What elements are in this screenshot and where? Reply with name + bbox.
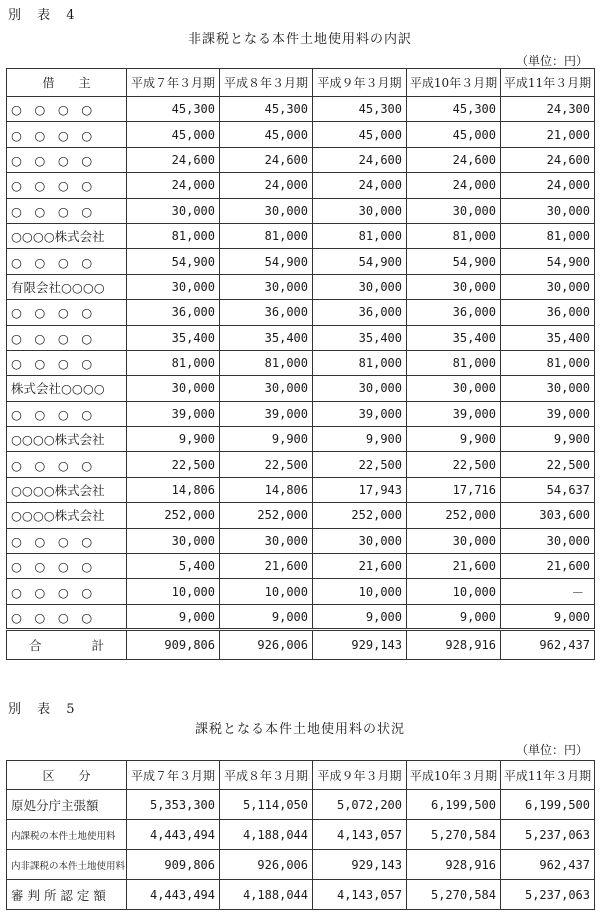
amount-cell: 30,000 [127,198,220,223]
amount-cell: 81,000 [501,223,595,248]
amount-cell: 54,900 [313,249,407,274]
amount-cell: 4,443,494 [127,820,220,850]
row-label: ○ ○ ○ ○ [7,554,127,579]
amount-cell: 10,000 [407,579,501,604]
table-row [7,503,595,528]
table-row [7,173,595,198]
amount-cell: 39,000 [220,401,313,426]
amount-cell: 21,600 [220,554,313,579]
column-header: 平成11年３月期 [501,69,595,97]
amount-cell: 30,000 [220,274,313,299]
amount-cell: 81,000 [407,350,501,375]
amount-cell: 36,000 [501,300,595,325]
total-amount: 909,806 [127,630,220,660]
amount-cell: 45,000 [313,122,407,147]
table-row [7,376,595,401]
amount-cell: 22,500 [501,452,595,477]
amount-cell: 9,900 [313,427,407,452]
row-label: ○ ○ ○ ○ [7,97,127,122]
amount-cell: 81,000 [501,350,595,375]
row-label: ○○○○株式会社 [7,427,127,452]
column-header: 平成10年３月期 [407,761,501,790]
amount-cell: 14,806 [127,477,220,502]
amount-cell: 22,500 [127,452,220,477]
appendix5-title: 課税となる本件土地使用料の状況 [194,722,405,737]
amount-cell: 30,000 [313,198,407,223]
table-row [7,427,595,452]
amount-cell: 22,500 [407,452,501,477]
amount-cell: 5,270,584 [407,880,501,910]
amount-cell: 30,000 [407,198,501,223]
amount-cell: 17,943 [313,477,407,502]
table-row [7,223,595,248]
table-row [7,554,595,579]
amount-cell: 4,143,057 [313,820,407,850]
table-row [7,249,595,274]
column-header: 借 主 [7,69,127,97]
row-label: 審 判 所 認 定 額 [7,880,127,910]
table-row [7,880,595,910]
amount-cell: 54,900 [220,249,313,274]
amount-cell: 962,437 [501,850,595,880]
row-label: ○○○○株式会社 [7,503,127,528]
amount-cell: 30,000 [313,376,407,401]
total-amount: 926,006 [220,630,313,660]
amount-cell: 81,000 [407,223,501,248]
amount-cell: 928,916 [407,850,501,880]
amount-cell: 30,000 [220,376,313,401]
amount-cell: 5,072,200 [313,790,407,820]
amount-cell: 10,000 [127,579,220,604]
row-label: ○ ○ ○ ○ [7,122,127,147]
row-label: ○ ○ ○ ○ [7,173,127,198]
amount-cell: 24,000 [501,173,595,198]
amount-cell: 54,900 [127,249,220,274]
appendix5-table [6,760,595,910]
total-amount: 962,437 [501,630,595,660]
amount-cell: 21,000 [501,122,595,147]
amount-cell: 45,000 [127,122,220,147]
amount-cell: 39,000 [127,401,220,426]
row-label: ○ ○ ○ ○ [7,198,127,223]
amount-cell: 24,600 [501,147,595,172]
amount-cell: 9,000 [127,604,220,629]
amount-cell: 30,000 [407,528,501,553]
amount-cell: 4,143,057 [313,880,407,910]
total-row [7,630,595,660]
total-amount: 929,143 [313,630,407,660]
amount-cell: 30,000 [501,274,595,299]
amount-cell: 929,143 [313,850,407,880]
total-label: 合 計 [7,630,127,660]
amount-cell: 81,000 [127,223,220,248]
amount-cell: 30,000 [407,274,501,299]
amount-cell: 22,500 [313,452,407,477]
amount-cell: 9,000 [501,604,595,629]
amount-cell: 24,600 [313,147,407,172]
amount-cell: 9,900 [220,427,313,452]
amount-cell: 39,000 [501,401,595,426]
row-label: ○ ○ ○ ○ [7,604,127,629]
amount-cell: 252,000 [407,503,501,528]
amount-cell: 30,000 [220,198,313,223]
row-label: ○ ○ ○ ○ [7,300,127,325]
amount-cell: 81,000 [220,223,313,248]
amount-cell: 5,353,300 [127,790,220,820]
amount-cell: 81,000 [313,223,407,248]
table-row [7,122,595,147]
amount-cell: 36,000 [407,300,501,325]
row-label: 有限会社○○○○ [7,274,127,299]
amount-cell: 24,600 [220,147,313,172]
amount-cell: 6,199,500 [501,790,595,820]
table-row [7,790,595,820]
amount-cell: 9,900 [407,427,501,452]
total-amount: 928,916 [407,630,501,660]
amount-cell: 21,600 [407,554,501,579]
amount-cell: 9,900 [127,427,220,452]
table-row [7,452,595,477]
amount-cell: 4,188,044 [220,820,313,850]
amount-cell: 4,443,494 [127,880,220,910]
table-row [7,528,595,553]
appendix5-label: 別 表 5 [8,702,81,717]
amount-cell: 35,400 [407,325,501,350]
amount-cell: 14,806 [220,477,313,502]
amount-cell: 9,900 [501,427,595,452]
amount-cell: 35,400 [127,325,220,350]
table-row [7,350,595,375]
amount-cell: 45,300 [313,97,407,122]
table-row [7,401,595,426]
amount-cell: 39,000 [313,401,407,426]
row-label: ○○○○株式会社 [7,477,127,502]
amount-cell: 81,000 [313,350,407,375]
amount-cell: 30,000 [313,528,407,553]
column-header: 平成９年３月期 [313,69,407,97]
amount-cell: 36,000 [313,300,407,325]
appendix5-unit: （単位：円） [515,743,588,757]
table-row [7,477,595,502]
amount-cell: 252,000 [220,503,313,528]
amount-cell: 81,000 [220,350,313,375]
amount-cell: 35,400 [501,325,595,350]
amount-cell: 30,000 [127,528,220,553]
row-label: ○ ○ ○ ○ [7,325,127,350]
table-header-row [7,761,595,790]
amount-cell: 54,900 [501,249,595,274]
appendix4-table [6,68,595,660]
table-row [7,820,595,850]
amount-cell: 9,000 [313,604,407,629]
column-header: 平成８年３月期 [220,69,313,97]
amount-cell: 5,270,584 [407,820,501,850]
amount-cell: 6,199,500 [407,790,501,820]
row-label: ○ ○ ○ ○ [7,350,127,375]
row-label: 株式会社○○○○ [7,376,127,401]
amount-cell: 24,000 [220,173,313,198]
row-label: ○ ○ ○ ○ [7,528,127,553]
row-label: ○○○○株式会社 [7,223,127,248]
amount-cell: 10,000 [313,579,407,604]
amount-cell: 45,300 [220,97,313,122]
row-label: ○ ○ ○ ○ [7,147,127,172]
amount-cell: 45,000 [220,122,313,147]
amount-cell: 4,188,044 [220,880,313,910]
table-row [7,147,595,172]
amount-cell: 35,400 [220,325,313,350]
amount-cell: 10,000 [220,579,313,604]
table-row [7,579,595,604]
amount-cell: 926,006 [220,850,313,880]
table-row [7,325,595,350]
amount-cell: － [501,579,595,604]
amount-cell: 81,000 [127,350,220,375]
row-label: ○ ○ ○ ○ [7,249,127,274]
appendix4-title: 非課税となる本件土地使用料の内訳 [187,32,412,47]
column-header: 平成７年３月期 [127,69,220,97]
column-header: 平成９年３月期 [313,761,407,790]
amount-cell: 24,600 [407,147,501,172]
column-header: 平成10年３月期 [407,69,501,97]
row-label: ○ ○ ○ ○ [7,401,127,426]
amount-cell: 909,806 [127,850,220,880]
row-label: ○ ○ ○ ○ [7,579,127,604]
amount-cell: 252,000 [313,503,407,528]
amount-cell: 5,114,050 [220,790,313,820]
amount-cell: 45,000 [407,122,501,147]
table-row [7,198,595,223]
amount-cell: 24,000 [313,173,407,198]
row-label: 原処分庁主張額 [7,790,127,820]
amount-cell: 21,600 [501,554,595,579]
column-header: 区 分 [7,761,127,790]
table-row [7,300,595,325]
amount-cell: 30,000 [220,528,313,553]
amount-cell: 9,000 [407,604,501,629]
amount-cell: 17,716 [407,477,501,502]
row-label: 内課税の本件土地使用料 [7,820,127,850]
amount-cell: 5,237,063 [501,820,595,850]
amount-cell: 54,900 [407,249,501,274]
table-row [7,274,595,299]
amount-cell: 30,000 [501,198,595,223]
table-header-row [7,69,595,97]
amount-cell: 36,000 [220,300,313,325]
amount-cell: 36,000 [127,300,220,325]
amount-cell: 30,000 [127,274,220,299]
amount-cell: 30,000 [407,376,501,401]
column-header: 平成11年３月期 [501,761,595,790]
amount-cell: 24,600 [127,147,220,172]
amount-cell: 45,300 [407,97,501,122]
row-label: 内非課税の本件土地使用料 [7,850,127,880]
amount-cell: 24,000 [127,173,220,198]
row-label: ○ ○ ○ ○ [7,452,127,477]
appendix4-unit: （単位：円） [515,54,588,68]
amount-cell: 35,400 [313,325,407,350]
amount-cell: 30,000 [127,376,220,401]
amount-cell: 303,600 [501,503,595,528]
appendix4-label: 別 表 4 [8,8,81,23]
table-row [7,604,595,629]
amount-cell: 54,637 [501,477,595,502]
amount-cell: 30,000 [501,376,595,401]
amount-cell: 45,300 [127,97,220,122]
amount-cell: 24,300 [501,97,595,122]
amount-cell: 24,000 [407,173,501,198]
amount-cell: 22,500 [220,452,313,477]
amount-cell: 9,000 [220,604,313,629]
amount-cell: 39,000 [407,401,501,426]
amount-cell: 5,400 [127,554,220,579]
amount-cell: 30,000 [313,274,407,299]
column-header: 平成８年３月期 [220,761,313,790]
column-header: 平成７年３月期 [127,761,220,790]
amount-cell: 30,000 [501,528,595,553]
amount-cell: 21,600 [313,554,407,579]
table-row [7,97,595,122]
table-row [7,850,595,880]
amount-cell: 252,000 [127,503,220,528]
amount-cell: 5,237,063 [501,880,595,910]
